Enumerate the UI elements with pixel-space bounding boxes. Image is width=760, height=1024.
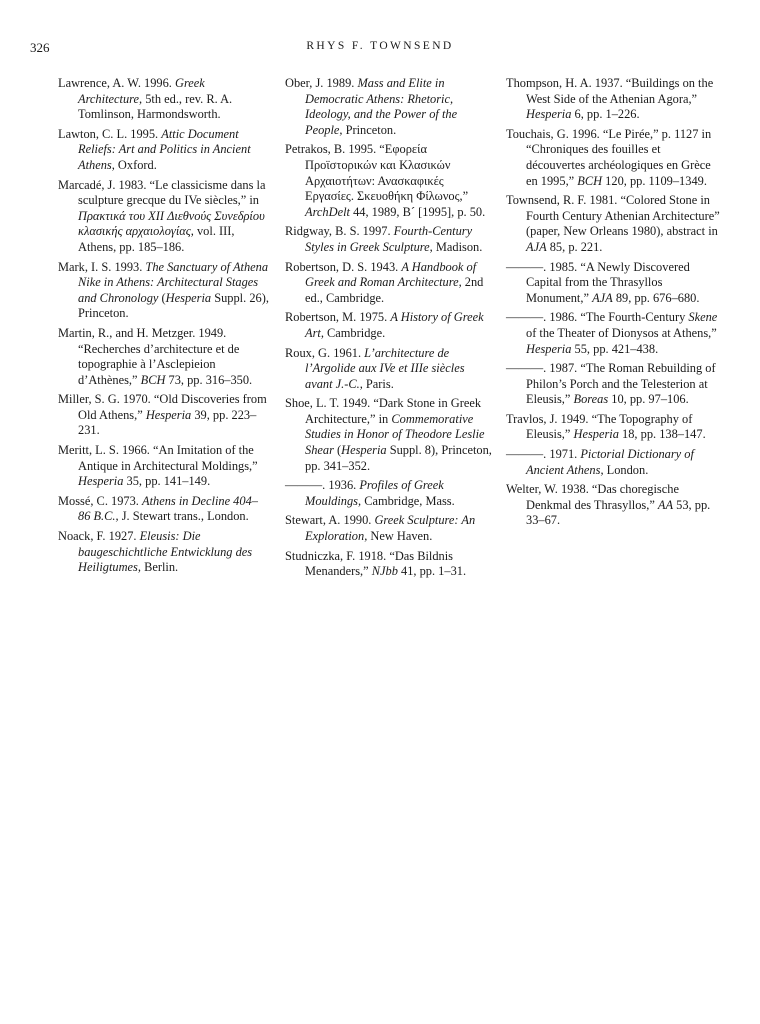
entry-text: Berlin. (140, 560, 179, 575)
entry-text: Roux, G. 1961. (285, 345, 365, 360)
entry-text: Cambridge, Mass. (361, 493, 455, 508)
bibliography-entry (58, 178, 270, 256)
bibliography-column-2 (285, 76, 493, 584)
entry-text: Robertson, D. S. 1943. (285, 259, 402, 274)
entry-text: 35, pp. 141–149. (123, 474, 211, 489)
entry-text: ———. 1987. “The Roman Rebuilding of Philon’s Porch and the Telesterion at Eleusis,” (506, 361, 716, 407)
entry-italic-text: Skene (688, 310, 718, 325)
entry-text: vol. III, Athens, pp. 185–186. (78, 224, 235, 254)
bibliography-entry (506, 76, 722, 123)
entry-italic-text: Hesperia (573, 427, 619, 442)
entry-text: Miller, S. G. 1970. “Old Discoveries from Old Athens,” (58, 392, 267, 422)
entry-text: London. (603, 462, 649, 477)
entry-text: Oxford. (114, 157, 157, 172)
entry-italic-text: Profiles of Greek Mouldings, (305, 478, 444, 508)
entry-italic-text: A History of Greek Art, (305, 310, 484, 340)
bibliography-entry (58, 494, 270, 525)
entry-text: 55, pp. 421–438. (571, 341, 659, 356)
entry-text: Lawton, C. L. 1995. (58, 126, 162, 141)
entry-italic-text: Attic Document Reliefs: Art and Politics in Ancient Athens, (78, 126, 251, 172)
bibliography-entry (506, 447, 722, 478)
page-number: 326 (30, 40, 50, 55)
entry-text: ———. 1986. “The Fourth-Century (506, 310, 689, 325)
entry-text: Studniczka, F. 1918. “Das Bildnis Menanders,” (285, 548, 453, 579)
entry-italic-text: Hesperia (165, 290, 212, 305)
entry-italic-text: BCH (140, 372, 166, 387)
entry-italic-text: Athens in Decline 404–86 B.C., (78, 493, 258, 524)
entry-text: J. Stewart trans., London. (118, 509, 249, 524)
entry-text: Noack, F. 1927. (58, 529, 140, 544)
entry-text: Shoe, L. T. 1949. “Dark Stone in Greek Architecture,” in (285, 396, 482, 426)
bibliography-entry (285, 260, 493, 307)
entry-text: Suppl. 26), Princeton. (78, 290, 269, 321)
bibliography-entry (506, 127, 722, 189)
entry-italic-text: Hesperia (78, 474, 124, 489)
entry-italic-text: Pictorial Dictionary of Ancient Athens, (526, 447, 694, 477)
entry-text: of the Theater of Dionysos at Athens,” (526, 325, 717, 340)
entry-italic-text: Hesperia (526, 107, 572, 122)
entry-text: 18, pp. 138–147. (618, 427, 706, 442)
entry-text: Princeton. (342, 122, 397, 137)
entry-text: 44, 1989, B´ [1995], p. 50. (349, 204, 486, 219)
entry-text: Thompson, H. A. 1937. “Buildings on the West Side of the Athenian Agora,” (506, 76, 714, 106)
bibliography-entry (285, 76, 493, 138)
entry-text: Martin, R., and H. Metzger. 1949. “Recherches d’architecture et de topographie à l’Asclepieion d’Athènes,” (58, 325, 240, 387)
entry-italic-text: A Handbook of Greek and Roman Architecture, (305, 259, 477, 290)
entry-text: 53, pp. 33–67. (526, 497, 711, 528)
bibliography-entry (58, 127, 270, 174)
entry-text: Stewart, A. 1990. (285, 513, 375, 528)
entry-text: ———. 1985. “A Newly Discovered Capital from the Thrasyllos Monument,” (506, 259, 690, 305)
entry-text: ———. 1936. (285, 478, 360, 493)
entry-text: 2nd ed., Cambridge. (305, 275, 484, 305)
entry-italic-text: Hesperia (341, 443, 387, 458)
entry-text: 89, pp. 676–680. (612, 290, 700, 305)
bibliography-entry (285, 224, 493, 255)
entry-text: 5th ed., rev. R. A. Tomlinson, Harmondsworth. (78, 91, 233, 122)
entry-text: Townsend, R. F. 1981. “Colored Stone in Fourth Century Athenian Architecture” (paper, New Orleans 1980), abstract in (506, 193, 720, 239)
entry-text: 10, pp. 97–106. (608, 392, 689, 407)
entry-text: Robertson, M. 1975. (285, 310, 391, 325)
entry-italic-text: Mass and Elite in Democratic Athens: Rhetoric, Ideology, and the Power of the People, (305, 76, 458, 137)
entry-text: 120, pp. 1109–1349. (602, 173, 707, 188)
bibliography-entry (285, 549, 493, 580)
entry-italic-text: Fourth-Century Styles in Greek Sculpture, (305, 224, 473, 254)
entry-italic-text: L’architecture de l’Argolide aux IVe et IIIe siècles avant J.-C., (305, 345, 465, 391)
bibliography-entry (58, 76, 270, 123)
entry-italic-text: Boreas (573, 392, 609, 407)
entry-text: Meritt, L. S. 1966. “An Imitation of the Antique in Architectural Moldings,” (58, 443, 258, 473)
bibliography-entry (58, 326, 270, 388)
bibliography-entry (285, 478, 493, 509)
entry-text: 39, pp. 223–231. (78, 407, 257, 438)
entry-text: Mossé, C. 1973. (58, 493, 142, 508)
entry-italic-text: Hesperia (526, 341, 572, 356)
entry-text: ( (158, 290, 166, 305)
entry-text: Petrakos, B. 1995. “Εφορεία Προϊστορικών και Κλασικών Αρχαιοτήτων: Ανασκαφικές Εργασίες. Σκευοθήκη Φίλωνος,” (285, 142, 469, 204)
bibliography-entry (58, 443, 270, 490)
bibliography-entry (506, 482, 722, 529)
entry-text: ———. 1971. (506, 447, 581, 462)
entry-text: Madison. (432, 239, 483, 254)
entry-text: Travlos, J. 1949. “The Topography of Eleusis,” (506, 411, 693, 442)
bibliography-entry (285, 396, 493, 474)
entry-text: ( (333, 443, 342, 458)
entry-text: Suppl. 8), Princeton, pp. 341–352. (305, 443, 492, 473)
entry-italic-text: Commemorative Studies in Honor of Theodore Leslie Shear (305, 411, 485, 458)
bibliography-entry (285, 513, 493, 544)
entry-italic-text: Greek Sculpture: An Exploration, (305, 513, 476, 544)
bibliography-entry (285, 346, 493, 393)
bibliography-entry (506, 361, 722, 408)
entry-italic-text: BCH (577, 173, 603, 188)
entry-text: Mark, I. S. 1993. (58, 259, 146, 274)
entry-italic-text: ArchDelt (305, 204, 350, 219)
entry-text: Lawrence, A. W. 1996. (58, 76, 175, 90)
bibliography-entry (285, 310, 493, 341)
entry-italic-text: AA (657, 497, 674, 512)
entry-text: 41, pp. 1–31. (397, 564, 467, 579)
entry-text: 73, pp. 316–350. (165, 372, 253, 387)
bibliography-column-3 (506, 76, 722, 533)
bibliography-entry (58, 529, 270, 576)
entry-italic-text: Greek Architecture, (78, 76, 205, 106)
entry-text: Cambridge. (323, 325, 386, 340)
entry-text: 6, pp. 1–226. (571, 107, 640, 122)
entry-text: 85, p. 221. (546, 239, 603, 254)
entry-italic-text: AJA (526, 239, 547, 254)
bibliography-entry (506, 412, 722, 443)
entry-text: Touchais, G. 1996. “Le Pirée,” p. 1127 in “Chroniques des fouilles et découvertes archéologiques en Grèce en 1995,” (506, 126, 712, 188)
entry-italic-text: AJA (592, 290, 613, 305)
bibliography-entry (506, 193, 722, 255)
entry-italic-text: Πρακτικά του XII Διεθνούς Συνεδρίου κλασικής αρχαιολογίας, (78, 208, 265, 239)
bibliography-entry (58, 260, 270, 322)
entry-italic-text: Hesperia (145, 407, 192, 422)
entry-text: New Haven. (367, 529, 433, 544)
entry-italic-text: The Sanctuary of Athena Nike in Athens: Architectural Stages and Chronology (78, 259, 269, 305)
bibliography-entry (506, 260, 722, 307)
entry-text: Welter, W. 1938. “Das choregische Denkmal des Thrasyllos,” (506, 482, 679, 512)
entry-text: Ober, J. 1989. (285, 76, 358, 90)
entry-italic-text: Eleusis: Die baugeschichtliche Entwicklung des Heiligtumes, (78, 529, 253, 575)
bibliography-entry (58, 392, 270, 439)
entry-text: Ridgway, B. S. 1997. (285, 224, 394, 239)
entry-text: Marcadé, J. 1983. “Le classicisme dans la sculpture grecque du IVe siècles,” in (58, 177, 266, 208)
bibliography-column-1 (58, 76, 270, 580)
running-head (30, 40, 730, 60)
bibliography-entry (285, 142, 493, 220)
bibliography-entry (506, 310, 722, 357)
running-title: RHYS F. TOWNSEND (306, 40, 454, 52)
entry-text: Paris. (362, 376, 394, 391)
entry-italic-text: NJbb (371, 564, 398, 579)
